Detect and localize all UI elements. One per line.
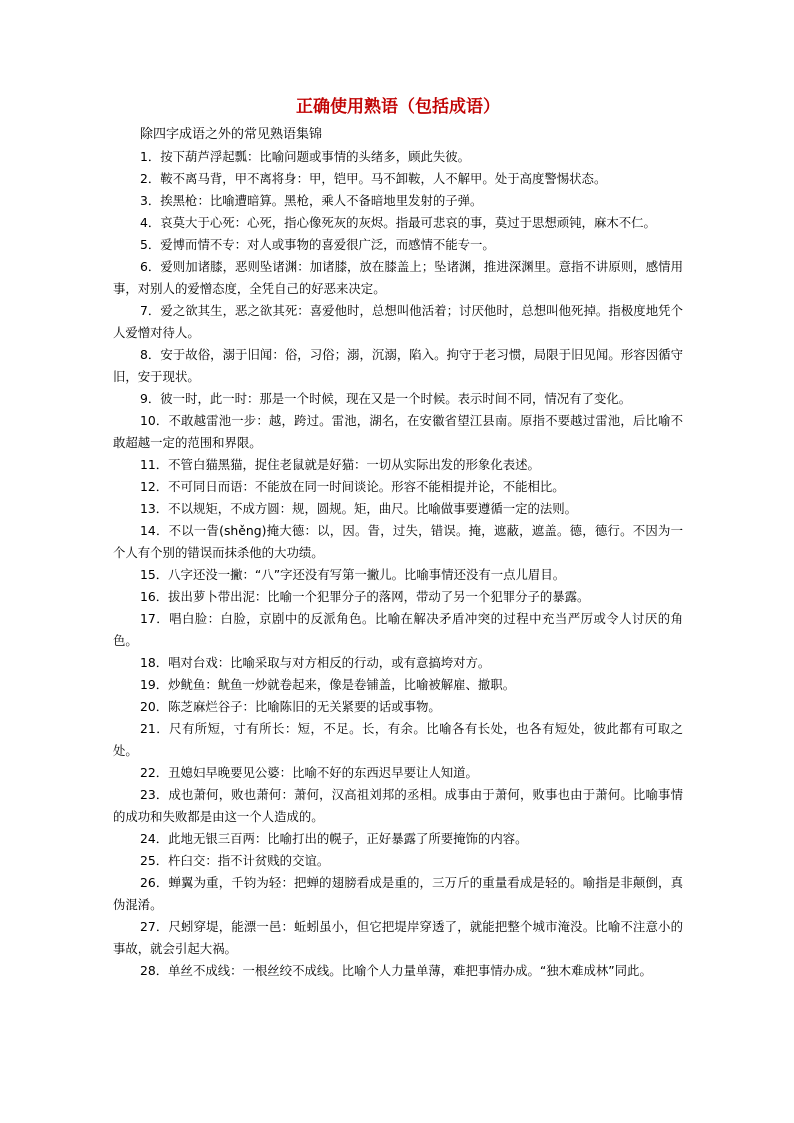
idiom-entry: 26．蝉翼为重，千钧为轻：把蝉的翅膀看成是重的，三万斤的重量看成是轻的。喻指是非颠倒，真伪混淆。 — [113, 875, 683, 912]
idiom-entry: 14．不以一眚(shěng)掩大德：以，因。眚，过失，错误。掩，遮蔽，遮盖。德，德行。不因为一个人有个别的错误而抹杀他的大功绩。 — [113, 523, 683, 560]
idiom-entry: 9．彼一时，此一时：那是一个时候，现在又是一个时候。表示时间不同，情况有了变化。 — [140, 391, 632, 406]
idiom-entry: 6．爱则加诸膝，恶则坠诸渊：加诸膝，放在膝盖上；坠诸渊，推进深渊里。意指不讲原则，感情用事，对别人的爱憎态度，全凭自己的好恶来决定。 — [113, 259, 683, 296]
idiom-entry: 5．爱博而情不专：对人或事物的喜爱很广泛，而感情不能专一。 — [140, 237, 495, 252]
idiom-entry: 23．成也萧何，败也萧何：萧何，汉高祖刘邦的丞相。成事由于萧何，败事也由于萧何。比喻事情的成功和失败都是由这一个人造成的。 — [113, 787, 683, 824]
idiom-entry: 12．不可同日而语：不能放在同一时间谈论。形容不能相提并论，不能相比。 — [140, 479, 565, 494]
idiom-entry: 11．不管白猫黑猫，捉住老鼠就是好猫：一切从实际出发的形象化表述。 — [140, 457, 540, 472]
idiom-entry: 24．此地无银三百两：比喻打出的幌子，正好暴露了所要掩饰的内容。 — [140, 831, 528, 846]
idiom-entry: 16．拔出萝卜带出泥：比喻一个犯罪分子的落网，带动了另一个犯罪分子的暴露。 — [140, 589, 590, 604]
idiom-entry: 8．安于故俗，溺于旧闻：俗，习俗；溺，沉溺，陷入。拘守于老习惯，局限于旧见闻。形容因循守旧，安于现状。 — [113, 347, 683, 384]
idiom-entry: 20．陈芝麻烂谷子：比喻陈旧的无关紧要的话或事物。 — [140, 699, 441, 714]
idiom-entry: 10．不敢越雷池一步：越，跨过。雷池，湖名，在安徽省望江县南。原指不要越过雷池，后比喻不敢超越一定的范围和界限。 — [113, 413, 683, 450]
idiom-entry: 4．哀莫大于心死：心死，指心像死灰的灰烬。指最可悲哀的事，莫过于思想顽钝，麻木不仁。 — [140, 215, 656, 230]
idiom-entry: 25．杵臼交：指不计贫贱的交谊。 — [140, 853, 330, 868]
idiom-entry: 19．炒鱿鱼：鱿鱼一炒就卷起来，像是卷铺盖，比喻被解雇、撤职。 — [140, 677, 516, 692]
idiom-entry: 22．丑媳妇早晚要见公婆：比喻不好的东西迟早要让人知道。 — [140, 765, 478, 780]
idiom-entry: 17．唱白脸：白脸，京剧中的反派角色。比喻在解决矛盾冲突的过程中充当严厉或令人讨厌的角色。 — [113, 611, 683, 648]
idiom-entry: 15．八字还没一撇：“八”字还没有写第一撇儿。比喻事情还没有一点儿眉目。 — [140, 567, 566, 582]
document-subtitle: 除四字成语之外的常见熟语集锦 — [140, 127, 323, 142]
idiom-entry: 3．挨黑枪：比喻遭暗算。黑枪，乘人不备暗地里发射的子弹。 — [140, 193, 483, 208]
idiom-list — [113, 146, 683, 982]
idiom-entry: 27．尺蚓穿堤，能漂一邑：蚯蚓虽小，但它把堤岸穿透了，就能把整个城市淹没。比喻不注意小的事故，就会引起大祸。 — [113, 919, 683, 956]
idiom-entry: 21．尺有所短，寸有所长：短，不足。长，有余。比喻各有长处，也各有短处，彼此都有可取之处。 — [113, 721, 683, 758]
document-title: 正确使用熟语（包括成语） — [296, 97, 500, 117]
idiom-entry: 1．按下葫芦浮起瓢：比喻问题或事情的头绪多，顾此失彼。 — [140, 149, 471, 164]
idiom-entry: 13．不以规矩，不成方圆：规，圆规。矩，曲尺。比喻做事要遵循一定的法则。 — [140, 501, 578, 516]
idiom-entry: 18．唱对台戏：比喻采取与对方相反的行动，或有意搞垮对方。 — [140, 655, 491, 670]
idiom-entry: 28．单丝不成线：一根丝绞不成线。比喻个人力量单薄，难把事情办成。“独木难成林”同此。 — [140, 963, 652, 978]
idiom-entry: 7．爱之欲其生，恶之欲其死：喜爱他时，总想叫他活着；讨厌他时，总想叫他死掉。指极度地凭个人爱憎对待人。 — [113, 303, 683, 340]
idiom-entry: 2．鞍不离马背，甲不离将身：甲，铠甲。马不卸鞍，人不解甲。处于高度警惕状态。 — [140, 171, 607, 186]
